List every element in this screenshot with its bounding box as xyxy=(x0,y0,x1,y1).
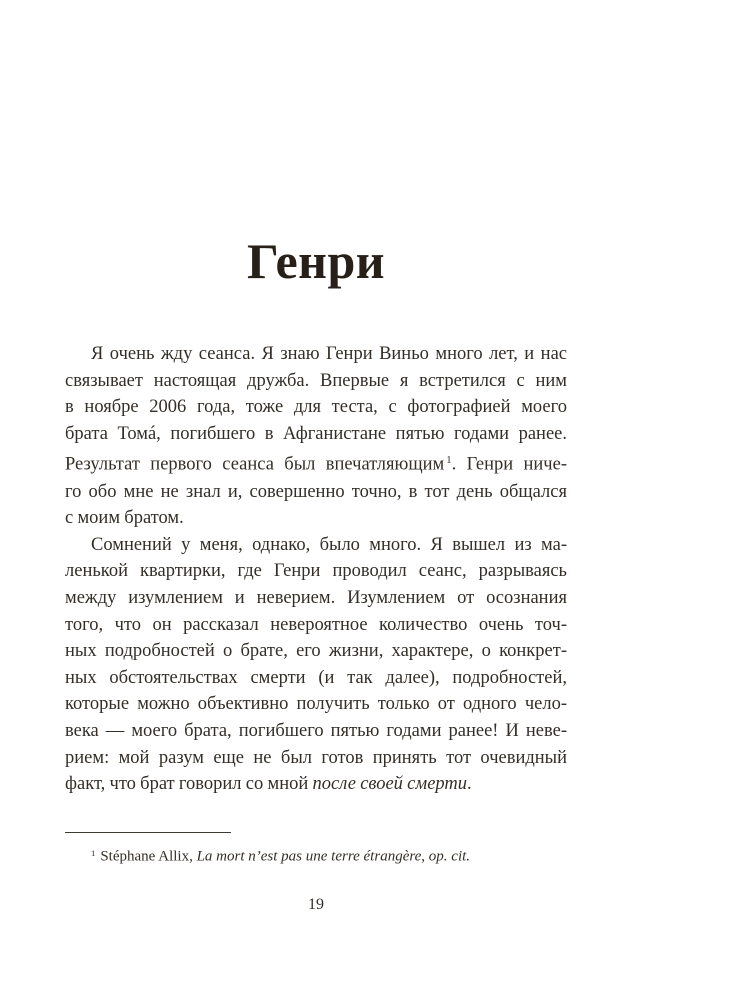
text-line xyxy=(65,691,567,718)
footnote-marker: 1 xyxy=(91,848,96,858)
text-line xyxy=(65,718,567,745)
text-line xyxy=(65,532,567,559)
text-run: Сомнений у меня, однако, было много. Я вышел из ма- xyxy=(91,534,567,555)
text-line xyxy=(65,341,567,368)
text-line xyxy=(65,771,567,798)
text-run: ных подробностей о брате, его жизни, характере, о конкрет- xyxy=(65,641,567,662)
emphasis-text: op. cit. xyxy=(428,848,471,865)
text-run: Stéphane Allix, xyxy=(100,848,197,865)
text-line xyxy=(65,447,567,478)
text-line xyxy=(65,394,567,421)
text-run: в ноябре 2006 года, тоже для теста, с фотографией моего xyxy=(65,397,567,418)
text-line xyxy=(65,638,567,665)
text-run: ных обстоятельствах смерти (и так далее), подробностей, xyxy=(65,667,567,688)
text-line xyxy=(65,505,567,532)
chapter-title: Генри xyxy=(246,233,386,289)
text-line xyxy=(65,368,567,395)
text-run: , xyxy=(421,848,429,865)
text-line xyxy=(65,585,567,612)
text-run: го обо мне не знал и, совершенно точно, в тот день общался xyxy=(65,481,567,502)
text-line xyxy=(65,421,567,448)
text-run: века — моего брата, погибшего пятью годами ранее! И неве- xyxy=(65,720,567,741)
text-run: факт, что брат говорил со мной xyxy=(65,774,313,795)
text-run: между изумлением и неверием. Изумлением от осознания xyxy=(65,587,567,608)
text-line xyxy=(65,479,567,506)
text-run: с моим братом. xyxy=(65,508,184,529)
text-run: . xyxy=(467,774,472,795)
text-run: которые можно объективно получить только от одного чело- xyxy=(65,694,567,715)
text-run: . Генри ниче- xyxy=(451,455,567,476)
text-run: того, что он рассказал невероятное количество очень точ- xyxy=(65,614,567,635)
footnote xyxy=(65,843,567,866)
text-run: рием: мой разум еще не был готов принять тот очевидный xyxy=(65,747,567,768)
text-run: Результат первого сеанса был впечатляющим xyxy=(65,455,445,476)
text-run: связывает настоящая дружба. Впервые я встретился с ним xyxy=(65,370,567,391)
text-run: Я очень жду сеанса. Я знаю Генри Виньо много лет, и нас xyxy=(91,344,567,364)
page-number: 19 xyxy=(308,896,324,913)
text-line xyxy=(65,612,567,639)
text-line xyxy=(65,745,567,772)
emphasis-text: после своей смерти xyxy=(312,774,468,795)
emphasis-text: La mort n’est pas une terre étrangère xyxy=(196,848,422,865)
body-text xyxy=(65,341,567,798)
text-run: брата Томá, погибшего в Афганистане пятью годами ранее. xyxy=(65,423,567,444)
footnote-divider xyxy=(65,832,231,833)
text-run: ленькой квартирки, где Генри проводил сеанс, разрываясь xyxy=(65,561,567,582)
footnote-reference: 1 xyxy=(446,454,452,467)
text-line xyxy=(65,665,567,692)
text-line xyxy=(65,558,567,585)
